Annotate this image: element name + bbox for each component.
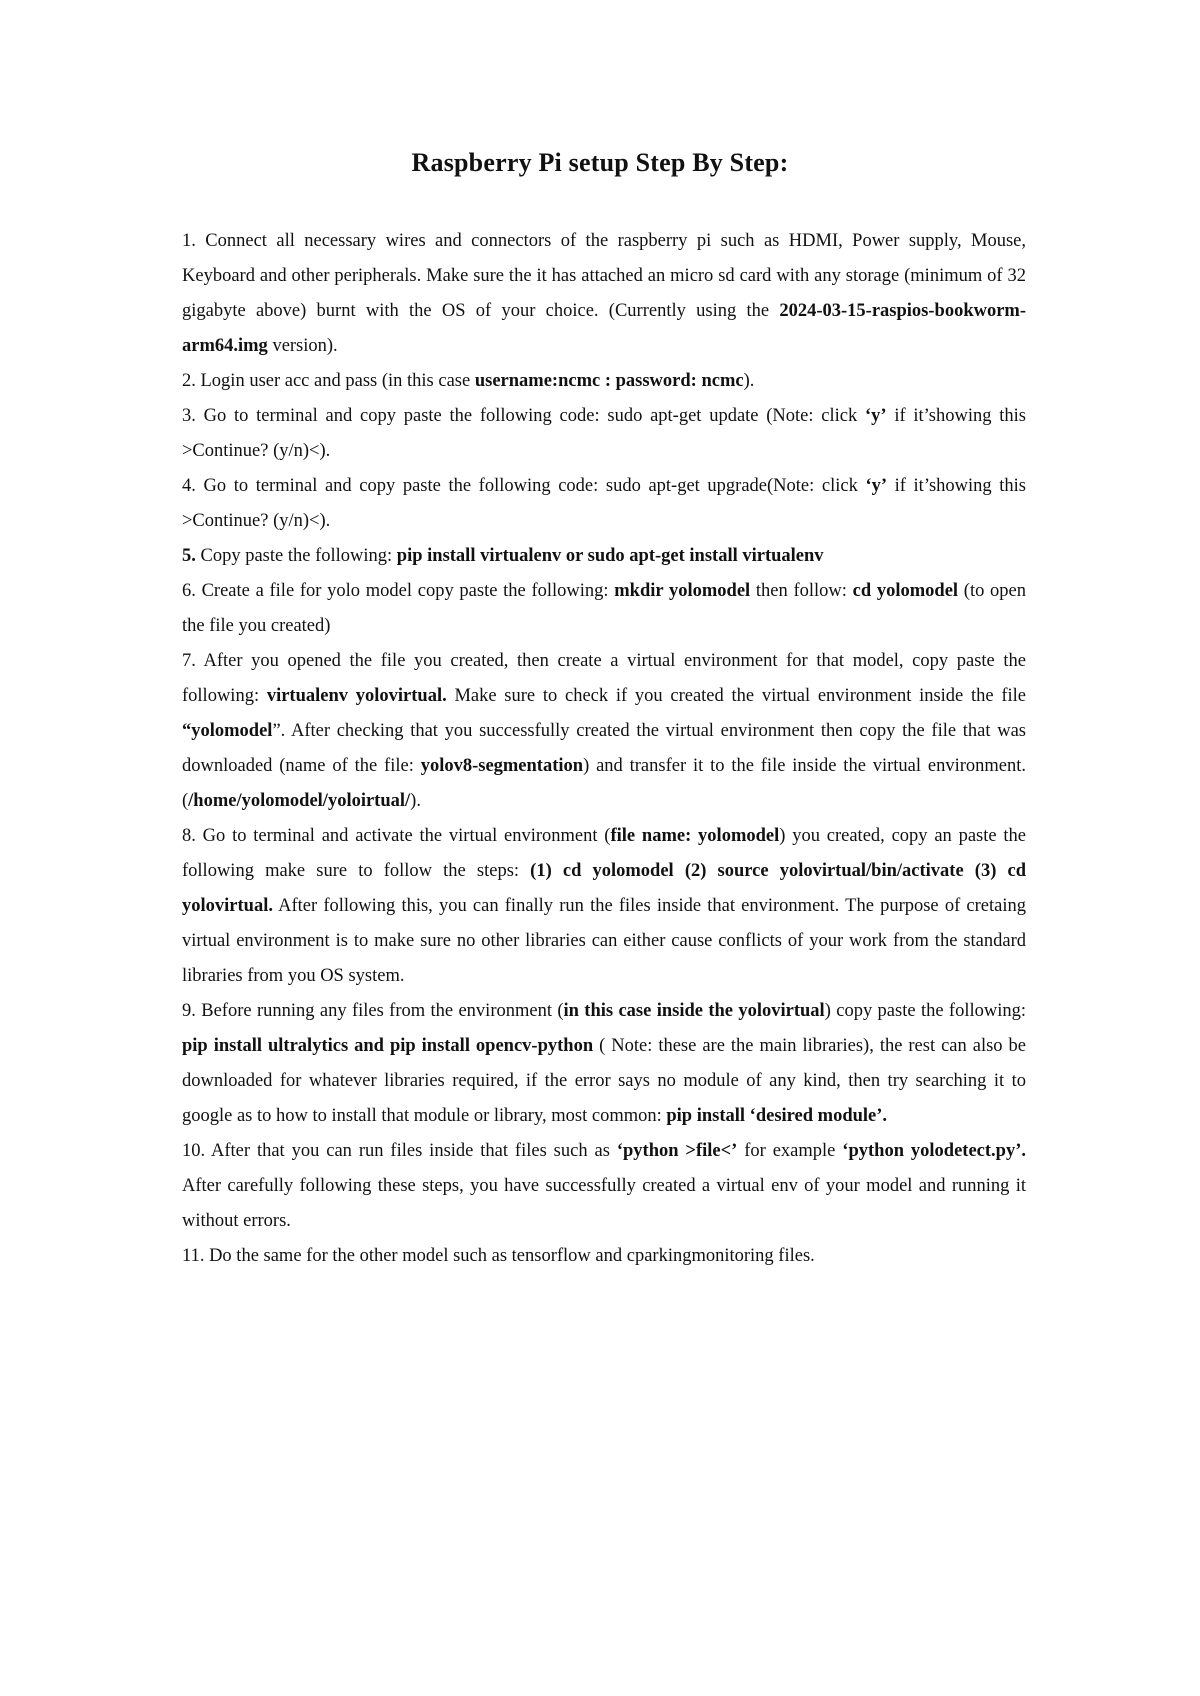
- step-text: (to open the file you created): [182, 581, 1027, 636]
- step-text: 9. Before running any files from the environment (: [182, 1001, 564, 1021]
- step-item: [182, 539, 1026, 574]
- step-text-bold: (1) cd yolomodel (2) source yolovirtual/bin/activate (3) cd yolovirtual.: [182, 861, 1026, 916]
- step-text-bold: cd yolomodel: [852, 581, 959, 601]
- step-text: 2. Login user acc and pass (in this case: [182, 371, 475, 391]
- step-text-bold: “yolomodel: [182, 721, 273, 741]
- step-text: After carefully following these steps, you have successfully created a virtual env of your model and running it without errors.: [182, 1176, 1026, 1231]
- step-item: [182, 994, 1026, 1134]
- step-text: 8. Go to terminal and activate the virtual environment (: [182, 826, 611, 846]
- step-text: if it’showing this >Continue? (y/n)<).: [182, 476, 1026, 531]
- step-text: for example: [737, 1141, 843, 1161]
- step-text-bold: 2024-03-15-raspios-bookworm-arm64.img: [182, 301, 1026, 356]
- step-item: [182, 1134, 1026, 1239]
- step-text: 6. Create a file for yolo model copy paste the following:: [182, 581, 615, 601]
- step-item: [182, 574, 1026, 644]
- step-text-bold: /home/yolomodel/yoloirtual/: [188, 791, 411, 811]
- step-text-bold: mkdir yolomodel: [614, 581, 751, 601]
- step-text: 10. After that you can run files inside that files such as: [182, 1141, 617, 1161]
- step-text: if it’showing this >Continue? (y/n)<).: [182, 406, 1026, 461]
- page-title: Raspberry Pi setup Step By Step:: [411, 148, 789, 177]
- step-text-bold: file name: yolomodel: [610, 826, 780, 846]
- step-text-bold: pip install ‘desired module’.: [666, 1106, 888, 1126]
- step-text: ) copy paste the following:: [824, 1001, 1026, 1021]
- step-text: 4. Go to terminal and copy paste the following code: sudo apt-get upgrade(Note: click: [182, 476, 866, 496]
- step-text: After following this, you can finally run the files inside that environment. The purpose of cretaing virtual environment is to make sure no other libraries can either cause conflicts of your work from the standard libraries from you OS system.: [182, 896, 1026, 986]
- step-text: Copy paste the following:: [195, 546, 397, 566]
- step-text-bold: ‘y’: [865, 476, 888, 496]
- step-text-bold: ‘python >file<’: [616, 1141, 738, 1161]
- step-text-bold: pip install virtualenv or sudo apt-get install virtualenv: [396, 546, 824, 566]
- step-item: [182, 469, 1026, 539]
- step-text-bold: pip install ultralytics and pip install opencv-python: [182, 1036, 594, 1056]
- step-text-bold: ‘y’: [865, 406, 887, 426]
- step-text-bold: 5.: [182, 546, 196, 566]
- step-item: [182, 1239, 1026, 1274]
- step-text: then follow:: [750, 581, 853, 601]
- step-item: [182, 399, 1026, 469]
- step-text: 1. Connect all necessary wires and connectors of the raspberry pi such as HDMI, Power supply, Mouse, Keyboard and other peripherals. Make sure the it has attached an micro sd card with any storage (minimum of 32 gigabyte above) burnt with the OS of your choice. (Currently using the: [182, 231, 1026, 321]
- steps-list: [182, 224, 1026, 1274]
- step-text: ( Note: these are the main libraries), the rest can also be downloaded for whatever libraries required, if the error says no module of any kind, then try searching it to google as to how to install that module or library, most common:: [182, 1036, 1026, 1126]
- step-text-bold: ‘python yolodetect.py’.: [842, 1141, 1026, 1161]
- step-text-bold: yolov8-segmentation: [420, 756, 584, 776]
- step-text-bold: virtualenv yolovirtual.: [266, 686, 447, 706]
- step-text: 7. After you opened the file you created, then create a virtual environment for that model, copy paste the following:: [182, 651, 1026, 706]
- step-text: Make sure to check if you created the virtual environment inside the file: [446, 686, 1026, 706]
- step-text-bold: username:ncmc : password: ncmc: [474, 371, 744, 391]
- step-text: ) you created, copy an paste the following make sure to follow the steps:: [182, 826, 1026, 881]
- step-item: [182, 819, 1026, 994]
- step-text: ).: [410, 791, 421, 811]
- step-text: ) and transfer it to the file inside the virtual environment. (: [182, 756, 1027, 811]
- step-text-bold: in this case inside the yolovirtual: [563, 1001, 825, 1021]
- step-text: version).: [267, 336, 338, 356]
- step-item: [182, 224, 1026, 364]
- step-text: 3. Go to terminal and copy paste the following code: sudo apt-get update (Note: click: [182, 406, 865, 426]
- step-text: 11. Do the same for the other model such as tensorflow and cparkingmonitoring files.: [182, 1246, 815, 1266]
- step-text: ).: [743, 371, 755, 391]
- step-item: [182, 364, 1026, 399]
- step-item: [182, 644, 1026, 819]
- step-text: ”. After checking that you successfully created the virtual environment then copy the file that was downloaded (name of the file:: [182, 721, 1026, 776]
